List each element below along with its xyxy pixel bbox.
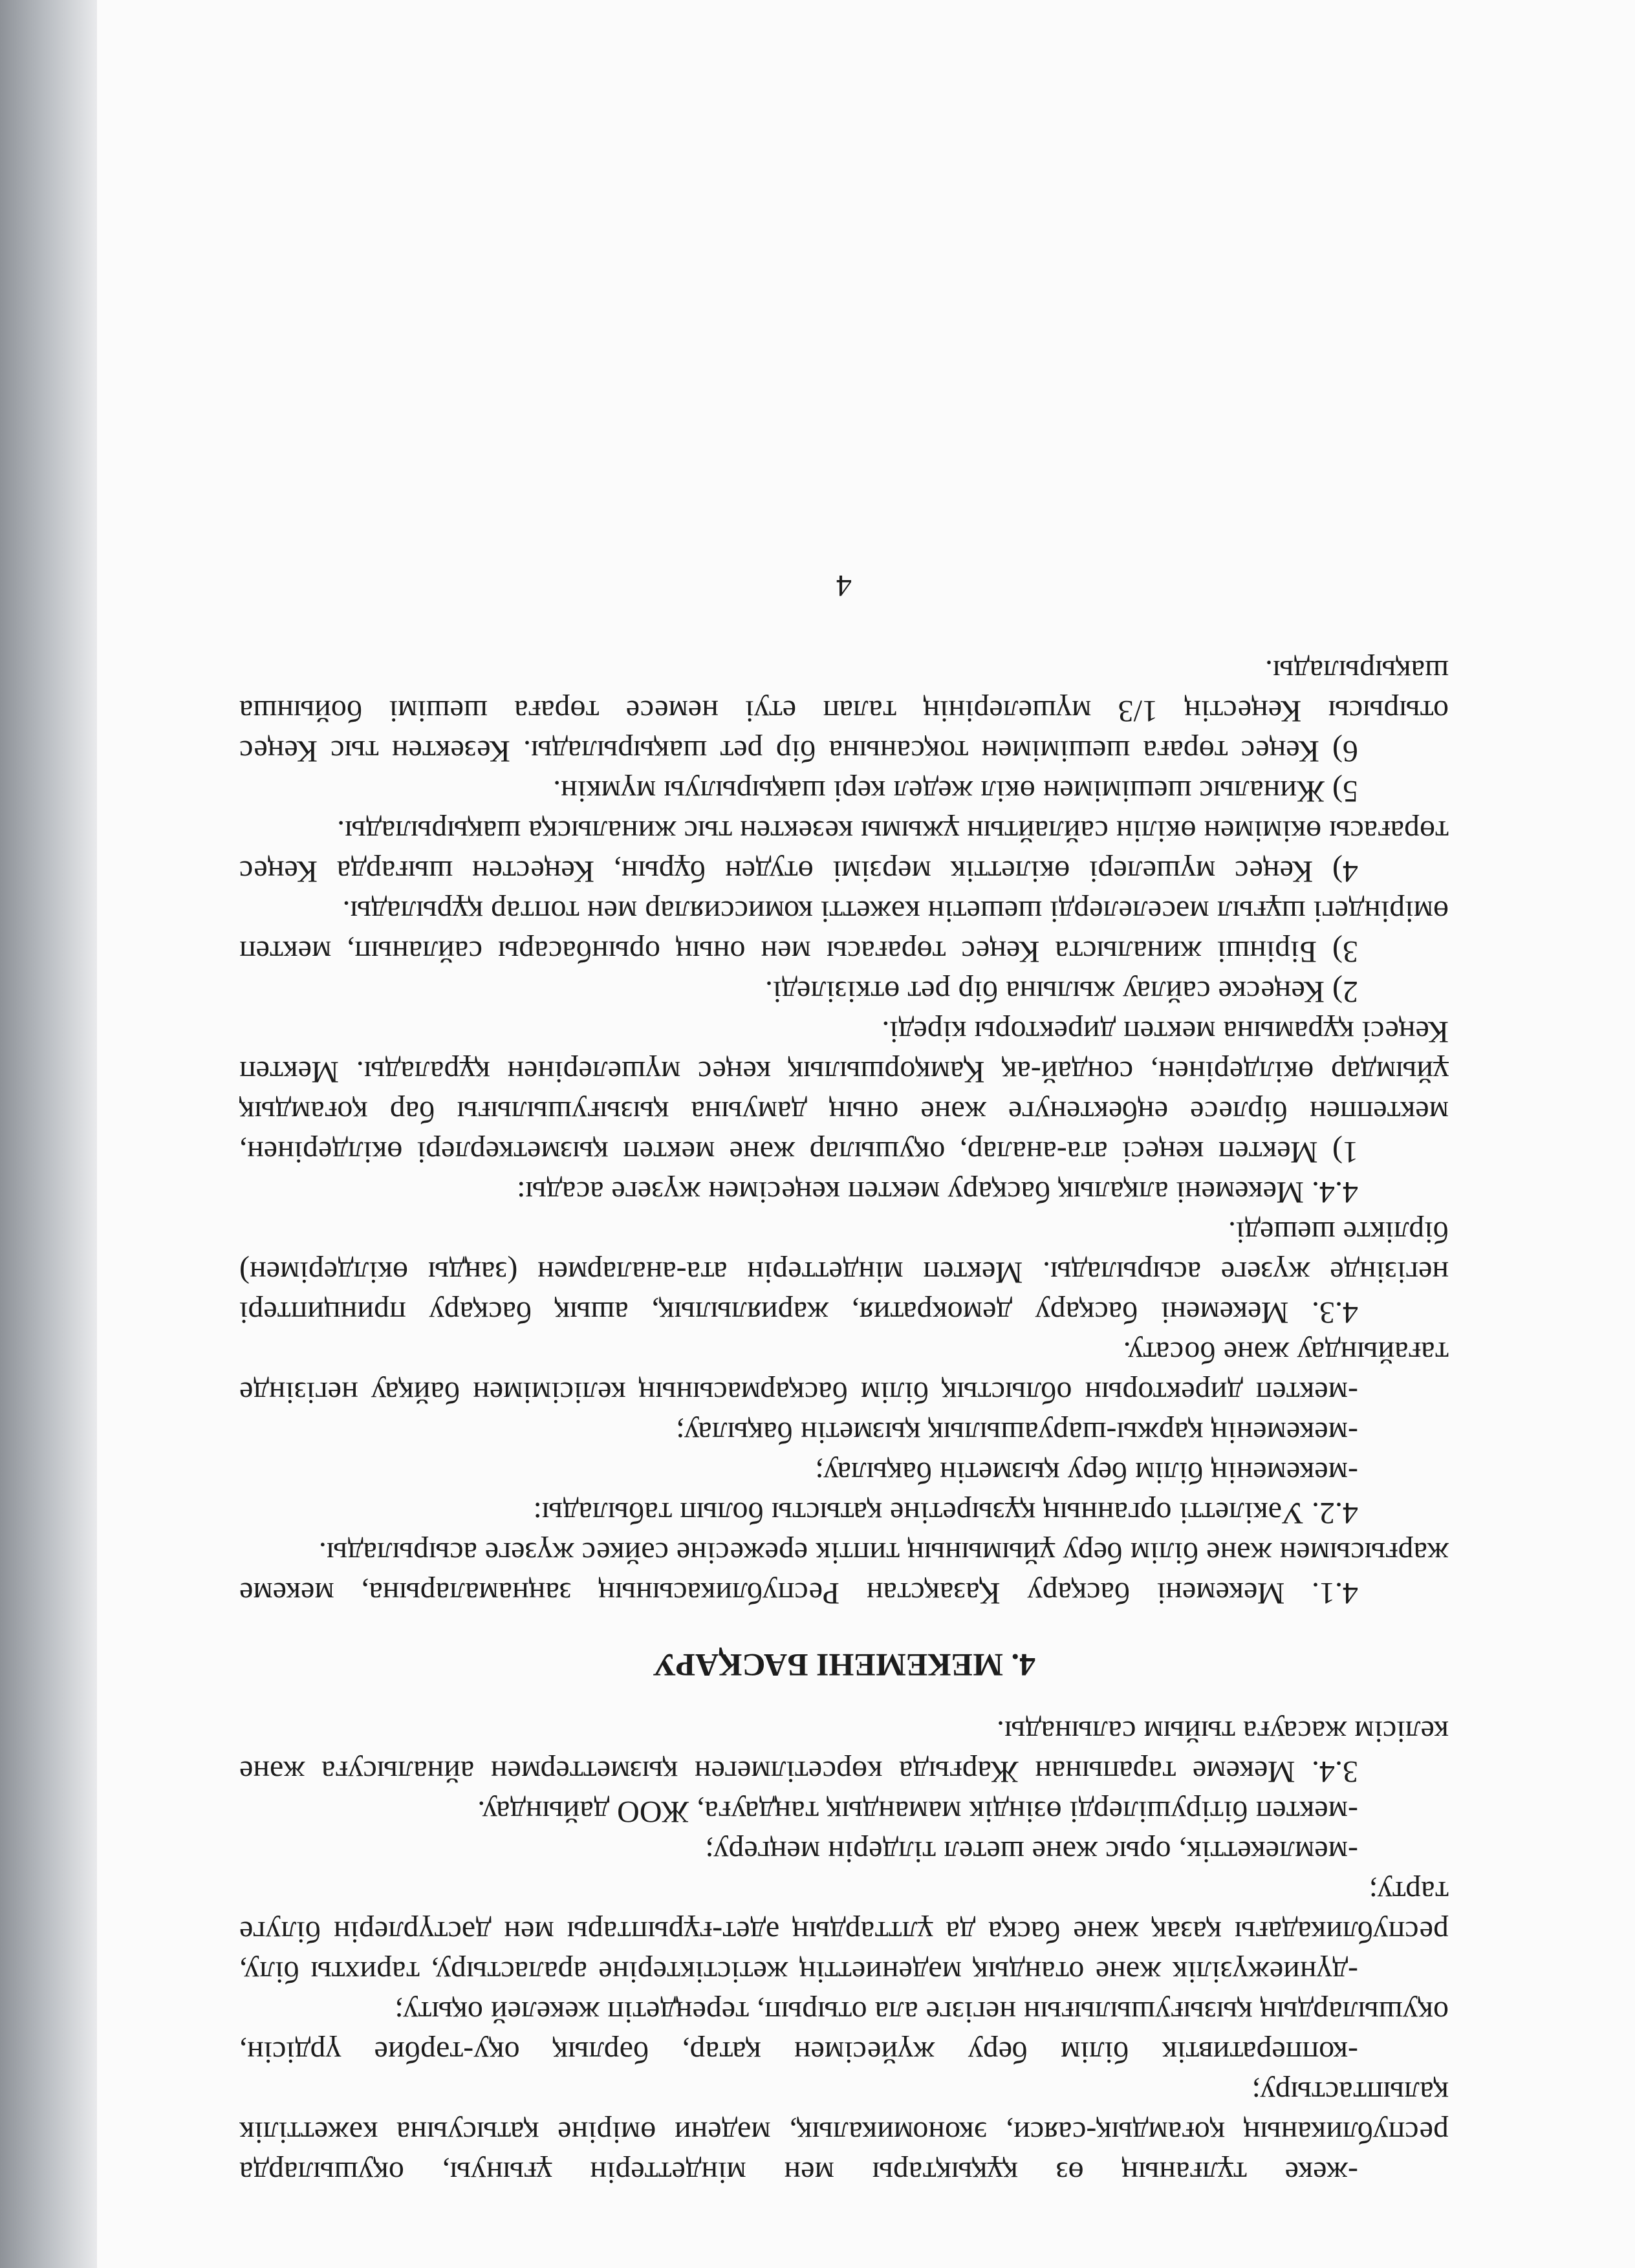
paragraph-4-2: 4.2. Уәкілетті органның құзыретіне қатысты болып табылады: [533, 1496, 1358, 1530]
paragraph-list-item-3: -дүниежүзілік және отандық мәдениеттің жетістіктеріне араластыру, тарихты білу, республикадағы қазақ және басқа да ұлттардың әдет-ғұрыптары мен дәстүрлерін білуге тарту; [239, 1875, 1449, 1989]
paragraph-3-4: 3.4. Мекеме тарапынан Жарғыда көрсетілмеген қызметтермен айналысуға және келісім жасауға тыйым салынады. [239, 1714, 1449, 1789]
paragraph-4-4-item-1: 1) Мектеп кеңесі ата-аналар, оқушылар және мектеп қызметкерлері өкілдерінен, мектеппен бірлесе еңбектенуге және оның дамуына қызығушылығы бар қоғамдық ұйымдар өкілдерінен, сондай-ақ Қамқоршылық кеңес мүшелерінен құралады. Мектеп Кеңесі құрамына мектеп директоры кіреді. [239, 1015, 1449, 1169]
paragraph-4-2-item-1: -мекеменің білім беру қызметін бақылау; [815, 1456, 1358, 1490]
paragraph-4-3: 4.3. Мекемені басқару демократия, жариялылық, ашық басқару принциптері негізінде жүзеге асырылады. Мектеп міндеттерін ата-аналармен (заңды өкілдерімен) бірлікте шешеді. [239, 1215, 1449, 1330]
paragraph-4-4-item-5: 5) Жиналыс шешімімен өкіл жедел кері шақырылуы мүмкін. [553, 774, 1358, 808]
paragraph-list-item-4: -мемлекеттік, орыс және шетел тілдерін меңгеру; [705, 1835, 1358, 1869]
document-text-rotated [239, 116, 1449, 2192]
paragraph-list-item-2: -копперативтік білім беру жүйесімен қатар, бәрлық оқу-тәрбие үрдісін, оқушылардың қызығушылығын негізге ала отырып, тереңдетіп жекелей оқыту; [239, 1995, 1449, 2069]
paragraph-4-2-item-2: -мекеменің қаржы-шаруашылық қызметін бақылау; [676, 1416, 1358, 1450]
paragraph-4-2-item-3: -мектеп директорын облыстық білім басқармасының келісімімен байқау негізінде тағайындау және босату. [239, 1335, 1449, 1410]
paragraph-4-1: 4.1. Мекемені басқару Қазақстан Республикасының заңнамаларына, мекеме жарғысымен және білім беру ұйымының типтік ережесіне сәйкес жүзеге асырылады. [239, 1536, 1449, 1610]
section-heading: 4. МЕКЕМЕНІ БАСҚАРУ [652, 1647, 1036, 1683]
paragraph-4-4-item-2: 2) Кеңеске сайлау жылына бір рет өткізіледі. [764, 975, 1358, 1009]
page-number: 4 [836, 568, 852, 603]
paragraph-4-4-item-4: 4) Кеңес мүшелері өкілеттік мерзімі өтуден бұрын, Кеңестен шығарда Кеңес төрағасы өкімімен өкілін сайлайтын ұжымы кезектен тыс жиналысқа шақырылады. [239, 814, 1449, 889]
paragraph-list-item-1: -жеке тұлғаның өз құқықтары мен міндеттерін ұғынуы, оқушыларда республиканың қоғамдық-саяси, экономикалық, мәдени өміріне қатысуына кәжеттілік қалыптастыру; [239, 2075, 1449, 2190]
paragraph-4-4: 4.4. Мекемені алқалық басқару мектеп кеңесімен жүзеге асады: [516, 1175, 1358, 1209]
scanner-edge-shadow [0, 0, 97, 2268]
paragraph-list-item-5: -мектеп бітірушілерді өзіндік мамандық таңдауға, ЖОО дайындау. [477, 1795, 1358, 1829]
paragraph-4-4-item-6: 6) Кеңес төраға шешімімен тоқсанына бір рет шақырылады. Кезектен тыс Кеңес отырысы Кеңестің 1/3 мүшелерінің талап етуі немесе төраға шешімі бойынша шақырылады. [239, 654, 1449, 768]
paragraph-4-4-item-3: 3) Бірінші жиналыста Кеңес төрағасы мен оның орынбасары сайланып, мектеп өміріндегі шұғыл мәселелерді шешетін кәжетті комиссиялар мен топтар құрылады. [239, 894, 1449, 969]
